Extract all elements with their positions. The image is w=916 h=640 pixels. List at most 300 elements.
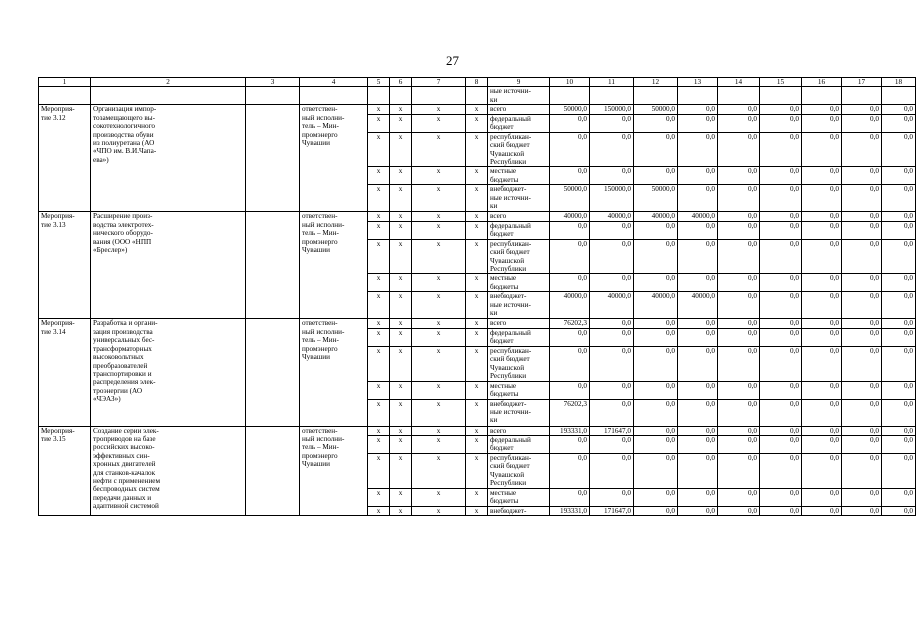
value-cell: 0,0 bbox=[678, 132, 718, 167]
x-mark-cell: х bbox=[466, 328, 488, 346]
funding-source-cell: республикан- ский бюджет Чувашской Республики bbox=[488, 346, 550, 381]
empty-cell bbox=[718, 87, 760, 105]
x-mark-cell: х bbox=[412, 185, 466, 212]
value-cell: 0,0 bbox=[590, 274, 634, 292]
value-cell: 0,0 bbox=[760, 221, 802, 239]
x-mark-cell: х bbox=[466, 185, 488, 212]
value-cell: 0,0 bbox=[802, 274, 842, 292]
value-cell: 0,0 bbox=[718, 239, 760, 274]
value-cell: 0,0 bbox=[760, 426, 802, 435]
empty-cell bbox=[246, 426, 300, 515]
empty-cell bbox=[678, 87, 718, 105]
funding-source-cell: федеральный бюджет bbox=[488, 114, 550, 132]
x-mark-cell: х bbox=[368, 221, 390, 239]
event-cell: Мероприя- тие 3.14 bbox=[39, 319, 91, 426]
x-mark-cell: х bbox=[390, 488, 412, 506]
value-cell: 0,0 bbox=[882, 399, 916, 426]
empty-cell bbox=[390, 87, 412, 105]
value-cell: 0,0 bbox=[718, 105, 760, 114]
value-cell: 0,0 bbox=[802, 319, 842, 328]
value-cell: 0,0 bbox=[882, 114, 916, 132]
value-cell: 0,0 bbox=[760, 399, 802, 426]
funding-source-cell: внебюджет- bbox=[488, 506, 550, 515]
value-cell: 150000,0 bbox=[590, 185, 634, 212]
value-cell: 0,0 bbox=[802, 239, 842, 274]
continuation-row bbox=[39, 87, 916, 105]
value-cell: 150000,0 bbox=[590, 105, 634, 114]
value-cell: 0,0 bbox=[842, 105, 882, 114]
x-mark-cell: х bbox=[412, 132, 466, 167]
value-cell: 0,0 bbox=[678, 453, 718, 488]
value-cell: 0,0 bbox=[802, 114, 842, 132]
value-cell: 0,0 bbox=[802, 328, 842, 346]
x-mark-cell: х bbox=[390, 239, 412, 274]
value-cell: 0,0 bbox=[718, 346, 760, 381]
funding-source-cell: местные бюджеты bbox=[488, 488, 550, 506]
value-cell: 0,0 bbox=[678, 346, 718, 381]
value-cell: 0,0 bbox=[882, 185, 916, 212]
column-header: 3 bbox=[246, 78, 300, 87]
value-cell: 0,0 bbox=[550, 453, 590, 488]
x-mark-cell: х bbox=[390, 105, 412, 114]
value-cell: 0,0 bbox=[590, 399, 634, 426]
column-header: 7 bbox=[412, 78, 466, 87]
funding-source-cell: республикан- ский бюджет Чувашской Республики bbox=[488, 453, 550, 488]
x-mark-cell: х bbox=[368, 132, 390, 167]
x-mark-cell: х bbox=[466, 292, 488, 319]
value-cell: 0,0 bbox=[760, 506, 802, 515]
empty-cell bbox=[760, 87, 802, 105]
x-mark-cell: х bbox=[412, 292, 466, 319]
x-mark-cell: х bbox=[368, 346, 390, 381]
value-cell: 0,0 bbox=[634, 453, 678, 488]
x-mark-cell: х bbox=[390, 167, 412, 185]
table-row bbox=[39, 319, 916, 328]
value-cell: 0,0 bbox=[882, 292, 916, 319]
column-header: 6 bbox=[390, 78, 412, 87]
x-mark-cell: х bbox=[412, 346, 466, 381]
funding-source-cell: федеральный бюджет bbox=[488, 328, 550, 346]
value-cell: 0,0 bbox=[550, 381, 590, 399]
value-cell: 0,0 bbox=[718, 132, 760, 167]
x-mark-cell: х bbox=[412, 239, 466, 274]
value-cell: 0,0 bbox=[882, 488, 916, 506]
x-mark-cell: х bbox=[368, 435, 390, 453]
value-cell: 0,0 bbox=[634, 381, 678, 399]
x-mark-cell: х bbox=[466, 114, 488, 132]
x-mark-cell: х bbox=[368, 399, 390, 426]
value-cell: 0,0 bbox=[882, 132, 916, 167]
value-cell: 40000,0 bbox=[550, 292, 590, 319]
x-mark-cell: х bbox=[466, 167, 488, 185]
funding-source-cell: внебюджет- ные источни- ки bbox=[488, 399, 550, 426]
value-cell: 0,0 bbox=[842, 426, 882, 435]
x-mark-cell: х bbox=[368, 105, 390, 114]
x-mark-cell: х bbox=[466, 506, 488, 515]
value-cell: 0,0 bbox=[882, 346, 916, 381]
value-cell: 0,0 bbox=[634, 399, 678, 426]
empty-cell bbox=[246, 105, 300, 212]
funding-source-cell: местные бюджеты bbox=[488, 381, 550, 399]
column-header: 14 bbox=[718, 78, 760, 87]
value-cell: 0,0 bbox=[882, 274, 916, 292]
x-mark-cell: х bbox=[466, 426, 488, 435]
column-header: 8 bbox=[466, 78, 488, 87]
value-cell: 0,0 bbox=[802, 453, 842, 488]
table-row bbox=[39, 426, 916, 435]
value-cell: 0,0 bbox=[718, 435, 760, 453]
value-cell: 0,0 bbox=[802, 346, 842, 381]
value-cell: 0,0 bbox=[842, 435, 882, 453]
value-cell: 0,0 bbox=[590, 239, 634, 274]
value-cell: 40000,0 bbox=[678, 292, 718, 319]
empty-cell bbox=[802, 87, 842, 105]
value-cell: 0,0 bbox=[882, 381, 916, 399]
value-cell: 40000,0 bbox=[590, 212, 634, 221]
value-cell: 0,0 bbox=[590, 381, 634, 399]
column-header: 2 bbox=[91, 78, 246, 87]
column-header: 17 bbox=[842, 78, 882, 87]
column-header: 18 bbox=[882, 78, 916, 87]
value-cell: 0,0 bbox=[634, 488, 678, 506]
value-cell: 0,0 bbox=[882, 426, 916, 435]
value-cell: 0,0 bbox=[842, 488, 882, 506]
value-cell: 0,0 bbox=[882, 105, 916, 114]
value-cell: 0,0 bbox=[760, 212, 802, 221]
x-mark-cell: х bbox=[412, 399, 466, 426]
value-cell: 0,0 bbox=[882, 167, 916, 185]
value-cell: 50000,0 bbox=[634, 185, 678, 212]
value-cell: 0,0 bbox=[678, 167, 718, 185]
value-cell: 0,0 bbox=[590, 453, 634, 488]
value-cell: 0,0 bbox=[760, 328, 802, 346]
value-cell: 0,0 bbox=[718, 328, 760, 346]
x-mark-cell: х bbox=[368, 453, 390, 488]
empty-cell bbox=[842, 87, 882, 105]
value-cell: 0,0 bbox=[760, 114, 802, 132]
value-cell: 0,0 bbox=[842, 212, 882, 221]
value-cell: 0,0 bbox=[550, 274, 590, 292]
budget-table bbox=[38, 77, 916, 516]
table-row bbox=[39, 105, 916, 114]
value-cell: 0,0 bbox=[882, 212, 916, 221]
value-cell: 0,0 bbox=[842, 453, 882, 488]
x-mark-cell: х bbox=[412, 212, 466, 221]
x-mark-cell: х bbox=[390, 381, 412, 399]
value-cell: 0,0 bbox=[842, 132, 882, 167]
empty-cell bbox=[91, 87, 246, 105]
value-cell: 0,0 bbox=[550, 132, 590, 167]
value-cell: 0,0 bbox=[550, 435, 590, 453]
x-mark-cell: х bbox=[390, 221, 412, 239]
empty-cell bbox=[882, 87, 916, 105]
value-cell: 40000,0 bbox=[550, 212, 590, 221]
event-cell: Мероприя- тие 3.13 bbox=[39, 212, 91, 319]
x-mark-cell: х bbox=[368, 381, 390, 399]
x-mark-cell: х bbox=[412, 435, 466, 453]
x-mark-cell: х bbox=[390, 292, 412, 319]
x-mark-cell: х bbox=[466, 274, 488, 292]
value-cell: 0,0 bbox=[718, 185, 760, 212]
value-cell: 0,0 bbox=[718, 221, 760, 239]
funding-source-cell: местные бюджеты bbox=[488, 167, 550, 185]
value-cell: 0,0 bbox=[678, 319, 718, 328]
column-header: 11 bbox=[590, 78, 634, 87]
x-mark-cell: х bbox=[466, 221, 488, 239]
x-mark-cell: х bbox=[466, 319, 488, 328]
value-cell: 0,0 bbox=[760, 132, 802, 167]
value-cell: 0,0 bbox=[678, 221, 718, 239]
value-cell: 171647,0 bbox=[590, 426, 634, 435]
x-mark-cell: х bbox=[390, 132, 412, 167]
value-cell: 0,0 bbox=[590, 114, 634, 132]
value-cell: 0,0 bbox=[802, 221, 842, 239]
x-mark-cell: х bbox=[412, 105, 466, 114]
value-cell: 0,0 bbox=[550, 167, 590, 185]
value-cell: 0,0 bbox=[718, 381, 760, 399]
value-cell: 0,0 bbox=[590, 221, 634, 239]
x-mark-cell: х bbox=[368, 488, 390, 506]
column-header: 9 bbox=[488, 78, 550, 87]
description-cell: Расширение произ- водства электротех- нического оборудо- вания (ООО «НПП «Бреслер») bbox=[91, 212, 246, 319]
x-mark-cell: х bbox=[390, 426, 412, 435]
value-cell: 0,0 bbox=[550, 239, 590, 274]
executor-cell: ответствен- ный исполни- тель – Мин- промэнерго Чувашии bbox=[300, 426, 368, 515]
value-cell: 0,0 bbox=[718, 167, 760, 185]
value-cell: 0,0 bbox=[550, 328, 590, 346]
empty-cell bbox=[39, 87, 91, 105]
x-mark-cell: х bbox=[390, 114, 412, 132]
x-mark-cell: х bbox=[412, 426, 466, 435]
x-mark-cell: х bbox=[390, 328, 412, 346]
value-cell: 0,0 bbox=[590, 319, 634, 328]
value-cell: 0,0 bbox=[842, 506, 882, 515]
empty-cell bbox=[300, 87, 368, 105]
value-cell: 0,0 bbox=[760, 185, 802, 212]
value-cell: 0,0 bbox=[718, 506, 760, 515]
executor-cell: ответствен- ный исполни- тель – Мин- промэнерго Чувашии bbox=[300, 105, 368, 212]
value-cell: 0,0 bbox=[718, 488, 760, 506]
x-mark-cell: х bbox=[466, 381, 488, 399]
value-cell: 0,0 bbox=[678, 506, 718, 515]
value-cell: 0,0 bbox=[802, 506, 842, 515]
value-cell: 0,0 bbox=[802, 488, 842, 506]
x-mark-cell: х bbox=[368, 212, 390, 221]
value-cell: 0,0 bbox=[802, 292, 842, 319]
value-cell: 0,0 bbox=[802, 426, 842, 435]
value-cell: 0,0 bbox=[760, 488, 802, 506]
x-mark-cell: х bbox=[466, 105, 488, 114]
x-mark-cell: х bbox=[466, 239, 488, 274]
x-mark-cell: х bbox=[412, 114, 466, 132]
value-cell: 0,0 bbox=[842, 221, 882, 239]
column-header: 10 bbox=[550, 78, 590, 87]
value-cell: 0,0 bbox=[760, 346, 802, 381]
value-cell: 0,0 bbox=[678, 488, 718, 506]
value-cell: 0,0 bbox=[590, 488, 634, 506]
x-mark-cell: х bbox=[390, 346, 412, 381]
value-cell: 0,0 bbox=[882, 506, 916, 515]
value-cell: 0,0 bbox=[678, 105, 718, 114]
column-header: 12 bbox=[634, 78, 678, 87]
x-mark-cell: х bbox=[390, 274, 412, 292]
value-cell: 0,0 bbox=[842, 328, 882, 346]
value-cell: 0,0 bbox=[882, 239, 916, 274]
x-mark-cell: х bbox=[466, 435, 488, 453]
x-mark-cell: х bbox=[412, 506, 466, 515]
x-mark-cell: х bbox=[466, 132, 488, 167]
value-cell: 0,0 bbox=[718, 426, 760, 435]
column-header: 16 bbox=[802, 78, 842, 87]
value-cell: 40000,0 bbox=[678, 212, 718, 221]
executor-cell: ответствен- ный исполни- тель – Мин- промэнерго Чувашии bbox=[300, 319, 368, 426]
x-mark-cell: х bbox=[368, 185, 390, 212]
value-cell: 50000,0 bbox=[550, 105, 590, 114]
value-cell: 40000,0 bbox=[590, 292, 634, 319]
empty-cell bbox=[246, 87, 300, 105]
x-mark-cell: х bbox=[412, 381, 466, 399]
empty-cell bbox=[412, 87, 466, 105]
x-mark-cell: х bbox=[466, 212, 488, 221]
value-cell: 0,0 bbox=[590, 167, 634, 185]
x-mark-cell: х bbox=[466, 488, 488, 506]
value-cell: 0,0 bbox=[760, 239, 802, 274]
value-cell: 0,0 bbox=[760, 292, 802, 319]
value-cell: 0,0 bbox=[760, 105, 802, 114]
value-cell: 0,0 bbox=[842, 167, 882, 185]
value-cell: 0,0 bbox=[802, 399, 842, 426]
x-mark-cell: х bbox=[466, 399, 488, 426]
value-cell: 50000,0 bbox=[634, 105, 678, 114]
x-mark-cell: х bbox=[412, 453, 466, 488]
value-cell: 0,0 bbox=[634, 114, 678, 132]
x-mark-cell: х bbox=[368, 114, 390, 132]
value-cell: 0,0 bbox=[634, 167, 678, 185]
value-cell: 0,0 bbox=[678, 435, 718, 453]
x-mark-cell: х bbox=[390, 399, 412, 426]
empty-cell bbox=[634, 87, 678, 105]
funding-source-cell: республикан- ский бюджет Чувашской Республики bbox=[488, 132, 550, 167]
value-cell: 0,0 bbox=[634, 274, 678, 292]
empty-cell bbox=[590, 87, 634, 105]
x-mark-cell: х bbox=[412, 328, 466, 346]
value-cell: 0,0 bbox=[718, 114, 760, 132]
value-cell: 0,0 bbox=[718, 292, 760, 319]
description-cell: Разработка и органи- зация производства универсальных бес- трансформаторных высоковольтных преобразователей транспортировки и распределения элек- троэнергии (АО «ЧЭАЗ») bbox=[91, 319, 246, 426]
value-cell: 0,0 bbox=[802, 185, 842, 212]
funding-source-cell: всего bbox=[488, 105, 550, 114]
funding-source-cell: ные источни- ки bbox=[488, 87, 550, 105]
description-cell: Организация импор- тозамещающего вы- сокотехнологичного производства обуви из полиуретана (АО «ЧПО им. В.И.Чапа- ева») bbox=[91, 105, 246, 212]
x-mark-cell: х bbox=[390, 435, 412, 453]
empty-cell bbox=[246, 319, 300, 426]
value-cell: 0,0 bbox=[842, 185, 882, 212]
value-cell: 0,0 bbox=[882, 453, 916, 488]
value-cell: 40000,0 bbox=[634, 212, 678, 221]
value-cell: 0,0 bbox=[590, 346, 634, 381]
x-mark-cell: х bbox=[368, 506, 390, 515]
funding-source-cell: федеральный бюджет bbox=[488, 435, 550, 453]
value-cell: 0,0 bbox=[634, 319, 678, 328]
value-cell: 0,0 bbox=[678, 381, 718, 399]
value-cell: 76202,3 bbox=[550, 319, 590, 328]
value-cell: 0,0 bbox=[678, 185, 718, 212]
x-mark-cell: х bbox=[412, 274, 466, 292]
value-cell: 0,0 bbox=[590, 132, 634, 167]
executor-cell: ответствен- ный исполни- тель – Мин- промэнерго Чувашии bbox=[300, 212, 368, 319]
funding-source-cell: местные бюджеты bbox=[488, 274, 550, 292]
x-mark-cell: х bbox=[390, 212, 412, 221]
value-cell: 0,0 bbox=[802, 105, 842, 114]
x-mark-cell: х bbox=[368, 167, 390, 185]
value-cell: 0,0 bbox=[634, 221, 678, 239]
value-cell: 0,0 bbox=[678, 274, 718, 292]
value-cell: 0,0 bbox=[802, 167, 842, 185]
value-cell: 0,0 bbox=[718, 212, 760, 221]
column-header: 13 bbox=[678, 78, 718, 87]
value-cell: 0,0 bbox=[802, 435, 842, 453]
funding-source-cell: внебюджет- ные источни- ки bbox=[488, 292, 550, 319]
value-cell: 0,0 bbox=[760, 274, 802, 292]
funding-source-cell: всего bbox=[488, 212, 550, 221]
value-cell: 0,0 bbox=[678, 328, 718, 346]
value-cell: 0,0 bbox=[802, 212, 842, 221]
empty-cell bbox=[246, 212, 300, 319]
value-cell: 0,0 bbox=[760, 381, 802, 399]
x-mark-cell: х bbox=[368, 292, 390, 319]
x-mark-cell: х bbox=[368, 426, 390, 435]
value-cell: 0,0 bbox=[842, 114, 882, 132]
value-cell: 0,0 bbox=[842, 381, 882, 399]
x-mark-cell: х bbox=[412, 221, 466, 239]
value-cell: 0,0 bbox=[882, 319, 916, 328]
column-header: 1 bbox=[39, 78, 91, 87]
value-cell: 0,0 bbox=[550, 346, 590, 381]
value-cell: 0,0 bbox=[760, 435, 802, 453]
x-mark-cell: х bbox=[412, 167, 466, 185]
value-cell: 0,0 bbox=[842, 399, 882, 426]
value-cell: 0,0 bbox=[760, 167, 802, 185]
x-mark-cell: х bbox=[466, 453, 488, 488]
value-cell: 0,0 bbox=[550, 221, 590, 239]
x-mark-cell: х bbox=[368, 274, 390, 292]
value-cell: 0,0 bbox=[760, 319, 802, 328]
column-header: 5 bbox=[368, 78, 390, 87]
value-cell: 0,0 bbox=[802, 132, 842, 167]
x-mark-cell: х bbox=[390, 319, 412, 328]
value-cell: 40000,0 bbox=[634, 292, 678, 319]
x-mark-cell: х bbox=[368, 319, 390, 328]
table-row bbox=[39, 212, 916, 221]
value-cell: 0,0 bbox=[590, 328, 634, 346]
column-header: 4 bbox=[300, 78, 368, 87]
funding-source-cell: республикан- ский бюджет Чувашской Республики bbox=[488, 239, 550, 274]
value-cell: 171647,0 bbox=[590, 506, 634, 515]
empty-cell bbox=[550, 87, 590, 105]
empty-cell bbox=[368, 87, 390, 105]
value-cell: 0,0 bbox=[842, 292, 882, 319]
x-mark-cell: х bbox=[368, 239, 390, 274]
value-cell: 0,0 bbox=[842, 239, 882, 274]
value-cell: 193331,0 bbox=[550, 426, 590, 435]
value-cell: 0,0 bbox=[590, 435, 634, 453]
page-number: 27 bbox=[446, 53, 459, 68]
value-cell: 0,0 bbox=[550, 488, 590, 506]
value-cell: 0,0 bbox=[678, 399, 718, 426]
description-cell: Создание серии элек- троприводов на базе российских высоко- эффективных син- хронных двигателей для станков-качалок нефти с применением беспроводных систем передачи данных и адаптивной системой bbox=[91, 426, 246, 515]
empty-cell bbox=[466, 87, 488, 105]
x-mark-cell: х bbox=[466, 346, 488, 381]
